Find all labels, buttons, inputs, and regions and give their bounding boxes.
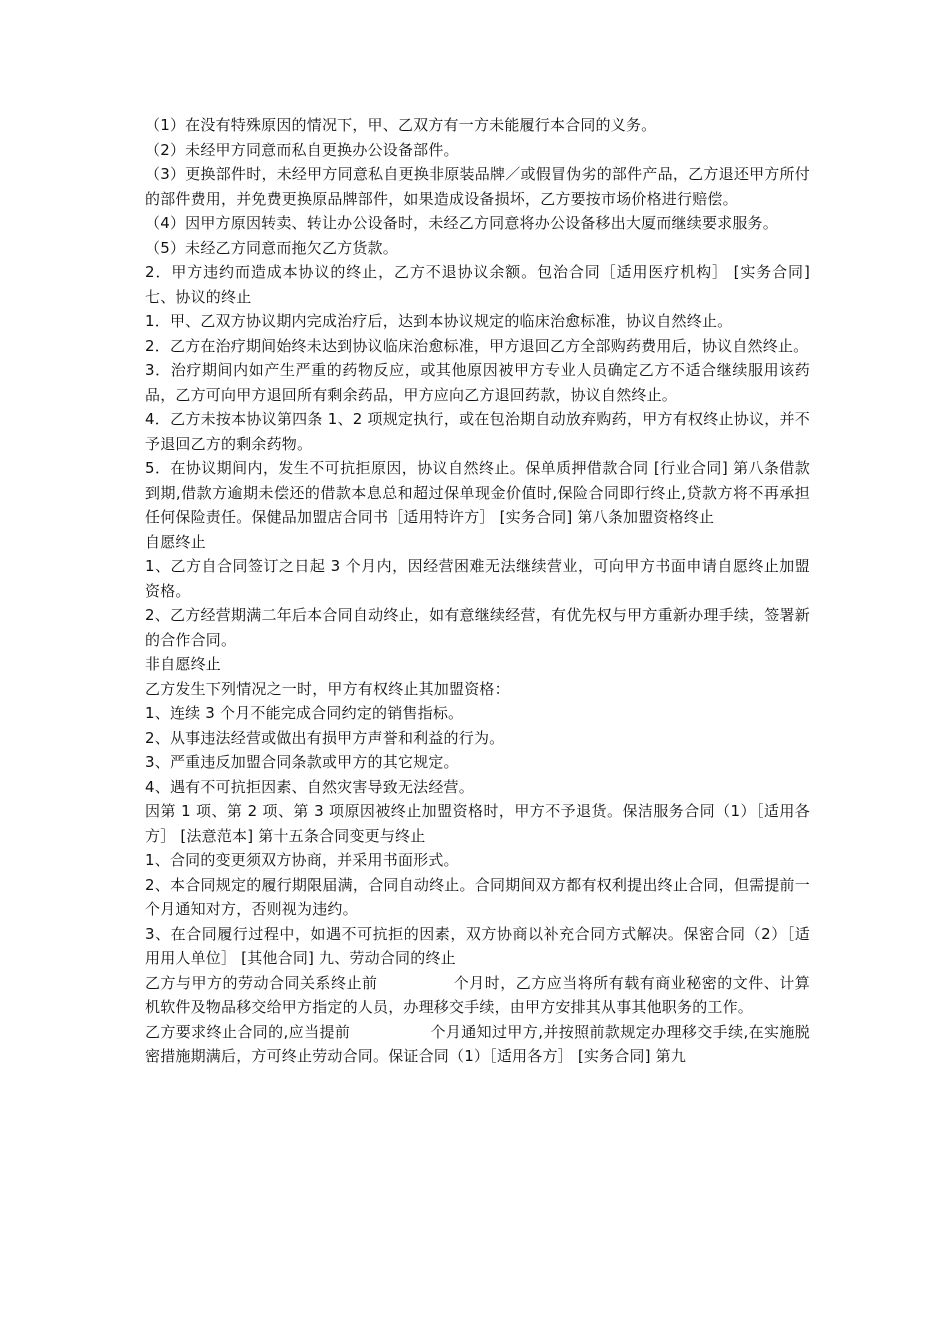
paragraph: 因第 1 项、第 2 项、第 3 项原因被终止加盟资格时，甲方不予退货。保洁服务合同（1）［适用各方］ [法意范本] 第十五条合同变更与终止 <box>145 802 810 845</box>
paragraph: 3、在合同履行过程中，如遇不可抗拒的因素，双方协商以补充合同方式解决。保密合同（2）［适用用人单位］ [其他合同] 九、劳动合同的终止 <box>145 924 810 967</box>
paragraph: （4）因甲方原因转卖、转让办公设备时，未经乙方同意将办公设备移出大厦而继续要求服务。 <box>145 214 778 232</box>
paragraph-with-blank <box>145 971 810 1020</box>
paragraph: 5．在协议期间内，发生不可抗拒原因，协议自然终止。保单质押借款合同 [行业合同] 第八条借款到期,借款方逾期未偿还的借款本息总和超过保单现金价值时,保险合同即行终止,贷款方将不再承担任何保险责任。保健品加盟店合同书［适用特许方］ [实务合同] 第八条加盟资格终止 <box>145 459 810 526</box>
paragraph: （2）未经甲方同意而私自更换办公设备部件。 <box>145 140 459 159</box>
section-heading: 自愿终止 <box>145 532 206 551</box>
paragraph-text-before-blank: 乙方要求终止合同的,应当提前 <box>145 1022 351 1041</box>
paragraph: 1、乙方自合同签订之日起 3 个月内，因经营困难无法继续营业，可向甲方书面申请自愿终止加盟资格。 <box>145 557 810 600</box>
paragraph-with-blank <box>145 1020 810 1069</box>
paragraph: 2、从事违法经营或做出有损甲方声誉和利益的行为。 <box>145 728 505 747</box>
paragraph: 3．治疗期间内如产生严重的药物反应，或其他原因被甲方专业人员确定乙方不适合继续服用该药品，乙方可向甲方退回所有剩余药品，甲方应向乙方退回药款，协议自然终止。 <box>145 361 810 404</box>
paragraph: （1）在没有特殊原因的情况下，甲、乙双方有一方未能履行本合同的义务。 <box>145 116 657 134</box>
paragraph: （5）未经乙方同意而拖欠乙方货款。 <box>145 238 398 257</box>
paragraph: 1、合同的变更须双方协商，并采用书面形式。 <box>145 851 459 869</box>
paragraph: 2、乙方经营期满二年后本合同自动终止，如有意继续经营，有优先权与甲方重新办理手续，签署新的合作合同。 <box>145 606 810 649</box>
paragraph: 1．甲、乙双方协议期内完成治疗后，达到本协议规定的临床治愈标准，协议自然终止。 <box>145 312 733 330</box>
paragraph: 4、遇有不可抗拒因素、自然灾害导致无法经营。 <box>145 777 474 796</box>
paragraph: 2、本合同规定的履行期限届满，合同自动终止。合同期间双方都有权利提出终止合同，但需提前一个月通知对方，否则视为违约。 <box>145 875 810 918</box>
document-body <box>145 113 810 1069</box>
paragraph: 乙方发生下列情况之一时，甲方有权终止其加盟资格： <box>145 679 510 698</box>
paragraph-text-before-blank: 乙方与甲方的劳动合同关系终止前 <box>145 973 378 992</box>
paragraph: 2．乙方在治疗期间始终未达到协议临床治愈标准，甲方退回乙方全部购药费用后，协议自然终止。 <box>145 336 809 355</box>
section-heading: 非自愿终止 <box>145 655 222 673</box>
paragraph: 1、连续 3 个月不能完成合同约定的销售指标。 <box>145 704 464 722</box>
paragraph: 4．乙方未按本协议第四条 1、2 项规定执行，或在包治期自动放弃购药，甲方有权终止协议，并不予退回乙方的剩余药物。 <box>145 410 810 453</box>
paragraph-text-after-blank: 个月通知过甲方,并按照前款规定办理移交手续,在实施脱密措施期满后，方可终止劳动合同。保证合同（1）［适用各方］ [实务合同] 第九 <box>145 1022 810 1065</box>
paragraph: （3）更换部件时，未经甲方同意私自更换非原装品牌／或假冒伪劣的部件产品，乙方退还甲方所付的部件费用，并免费更换原品牌部件，如果造成设备损坏，乙方要按市场价格进行赔偿。 <box>145 165 810 208</box>
paragraph: 2．甲方违约而造成本协议的终止，乙方不退协议余额。包治合同［适用医疗机构］ [实务合同] 七、协议的终止 <box>145 263 810 306</box>
paragraph: 3、严重违反加盟合同条款或甲方的其它规定。 <box>145 753 459 771</box>
paragraph-text-after-blank: 个月时，乙方应当将所有载有商业秘密的文件、计算机软件及物品移交给甲方指定的人员，办理移交手续，由甲方安排其从事其他职务的工作。 <box>145 973 810 1016</box>
